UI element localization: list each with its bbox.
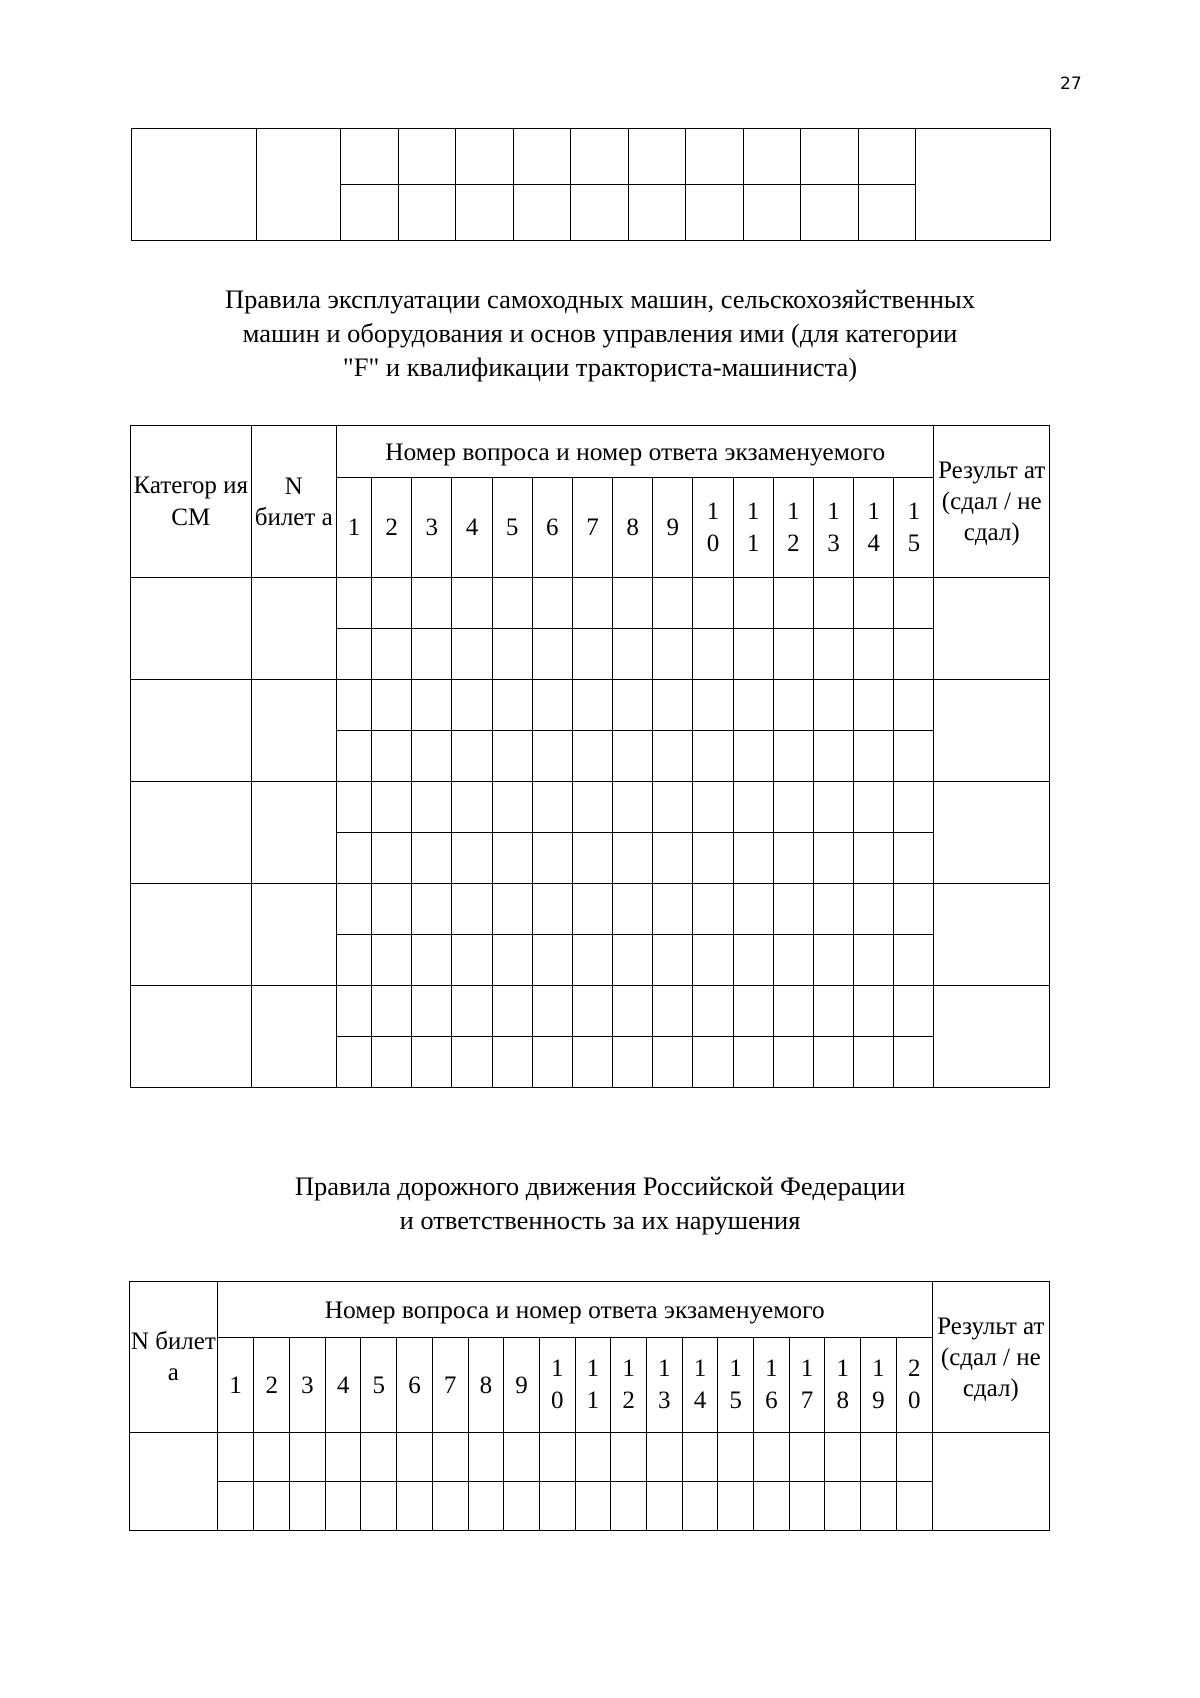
answer-cell[interactable] <box>613 986 653 1037</box>
answer-cell[interactable] <box>492 578 532 629</box>
answer-cell[interactable] <box>372 884 412 935</box>
answer-cell[interactable] <box>693 782 733 833</box>
question-number-14: 1 4 <box>854 478 894 578</box>
answer-cell[interactable] <box>452 833 492 884</box>
answer-cell[interactable] <box>653 731 693 782</box>
answer-cell[interactable] <box>412 629 452 680</box>
answer-cell[interactable] <box>452 731 492 782</box>
answer-cell[interactable] <box>452 782 492 833</box>
answer-cell[interactable] <box>575 1482 611 1531</box>
answer-cell[interactable] <box>452 986 492 1037</box>
answer-cell[interactable] <box>854 680 894 731</box>
answer-cell[interactable] <box>532 884 572 935</box>
question-number-19: 1 9 <box>861 1338 897 1433</box>
result-cell[interactable] <box>934 986 1050 1088</box>
table-row <box>131 680 1050 731</box>
answer-cell[interactable] <box>733 680 773 731</box>
ticket-cell[interactable] <box>251 884 336 986</box>
answer-cell[interactable] <box>217 1433 254 1482</box>
answer-cell[interactable] <box>468 1433 504 1482</box>
answer-cell[interactable] <box>894 833 934 884</box>
answer-cell[interactable] <box>325 1433 361 1482</box>
answer-cell[interactable] <box>693 731 733 782</box>
answer-cell[interactable] <box>372 578 412 629</box>
answer-cell[interactable] <box>372 731 412 782</box>
result-cell[interactable] <box>934 782 1050 884</box>
answer-cell[interactable] <box>733 578 773 629</box>
answer-cell[interactable] <box>572 935 612 986</box>
answer-cell[interactable] <box>813 884 853 935</box>
answer-cell[interactable] <box>854 782 894 833</box>
answer-cell[interactable] <box>813 833 853 884</box>
question-number-8: 8 <box>468 1338 504 1433</box>
question-number-14: 1 4 <box>682 1338 718 1433</box>
answer-cell[interactable] <box>611 1433 647 1482</box>
question-number-8: 8 <box>613 478 653 578</box>
section2-title: Правила дорожного движения Российской Федерации и ответственность за их нарушения <box>294 1171 906 1235</box>
answer-cell[interactable] <box>372 782 412 833</box>
answer-cell[interactable] <box>653 680 693 731</box>
answer-cell[interactable] <box>452 1037 492 1088</box>
question-number-4: 4 <box>452 478 492 578</box>
answer-cell[interactable] <box>452 629 492 680</box>
question-number-7: 7 <box>432 1338 468 1433</box>
table-cell <box>514 185 571 241</box>
answer-cell[interactable] <box>894 731 934 782</box>
answer-cell[interactable] <box>397 1433 433 1482</box>
answer-cell[interactable] <box>813 986 853 1037</box>
answer-cell[interactable] <box>290 1482 326 1531</box>
answer-cell[interactable] <box>894 629 934 680</box>
answer-cell[interactable] <box>653 935 693 986</box>
answer-cell[interactable] <box>572 884 612 935</box>
answer-cell[interactable] <box>412 935 452 986</box>
question-number-3: 3 <box>290 1338 326 1433</box>
table-cell <box>456 129 514 185</box>
answer-cell[interactable] <box>894 986 934 1037</box>
answer-cell[interactable] <box>773 1037 813 1088</box>
answer-cell[interactable] <box>653 833 693 884</box>
answer-cell[interactable] <box>532 986 572 1037</box>
answer-cell[interactable] <box>217 1482 254 1531</box>
answer-cell[interactable] <box>718 1433 754 1482</box>
answer-cell[interactable] <box>532 629 572 680</box>
answer-cell[interactable] <box>492 680 532 731</box>
table-cell <box>801 185 859 241</box>
answer-cell[interactable] <box>813 782 853 833</box>
answer-cell[interactable] <box>693 833 733 884</box>
question-number-5: 5 <box>492 478 532 578</box>
answer-cell[interactable] <box>452 884 492 935</box>
answer-cell[interactable] <box>532 680 572 731</box>
ticket-cell[interactable] <box>251 680 336 782</box>
question-number-10: 1 0 <box>539 1338 575 1433</box>
answer-cell[interactable] <box>693 1037 733 1088</box>
exam-results-table-sm <box>130 425 1050 1088</box>
answer-cell[interactable] <box>653 884 693 935</box>
answer-cell[interactable] <box>613 884 653 935</box>
answer-cell[interactable] <box>813 1037 853 1088</box>
answer-cell[interactable] <box>733 1037 773 1088</box>
answer-cell[interactable] <box>773 731 813 782</box>
table-cell <box>341 129 399 185</box>
table-row <box>131 782 1050 833</box>
answer-cell[interactable] <box>325 1482 361 1531</box>
page-number: 27 <box>1060 74 1082 94</box>
answer-cell[interactable] <box>854 578 894 629</box>
answer-cell[interactable] <box>432 1433 468 1482</box>
table-cell <box>514 129 571 185</box>
answer-cell[interactable] <box>613 833 653 884</box>
answer-cell[interactable] <box>361 1482 397 1531</box>
answer-cell[interactable] <box>412 680 452 731</box>
table-cell <box>859 185 916 241</box>
table-cell <box>257 129 341 241</box>
answer-cell[interactable] <box>825 1433 861 1482</box>
answer-cell[interactable] <box>492 731 532 782</box>
table-cell <box>686 185 744 241</box>
table-cell <box>399 185 456 241</box>
answer-cell[interactable] <box>733 884 773 935</box>
answer-cell[interactable] <box>754 1433 790 1482</box>
answer-cell[interactable] <box>336 680 371 731</box>
table-cell <box>801 129 859 185</box>
answer-cell[interactable] <box>336 578 371 629</box>
question-number-5: 5 <box>361 1338 397 1433</box>
answer-cell[interactable] <box>572 1037 612 1088</box>
answer-cell[interactable] <box>452 935 492 986</box>
ticket-cell[interactable] <box>251 986 336 1088</box>
answer-cell[interactable] <box>854 884 894 935</box>
table-row <box>131 884 1050 935</box>
table-cell <box>571 129 629 185</box>
answer-cell[interactable] <box>452 680 492 731</box>
answer-cell[interactable] <box>336 986 371 1037</box>
answer-cell[interactable] <box>854 731 894 782</box>
answer-cell[interactable] <box>572 782 612 833</box>
header-result: Результ ат (сдал / не сдал) <box>934 426 1050 578</box>
question-number-1: 1 <box>217 1338 254 1433</box>
question-number-15: 1 5 <box>894 478 934 578</box>
table-cell <box>629 185 686 241</box>
answer-cell[interactable] <box>682 1482 718 1531</box>
answer-cell[interactable] <box>789 1433 825 1482</box>
category-cell[interactable] <box>131 884 252 986</box>
question-number-20: 2 0 <box>896 1338 932 1433</box>
answer-cell[interactable] <box>861 1482 897 1531</box>
answer-cell[interactable] <box>693 986 733 1037</box>
answer-cell[interactable] <box>682 1433 718 1482</box>
answer-cell[interactable] <box>504 1433 540 1482</box>
answer-cell[interactable] <box>336 731 371 782</box>
continuation-table <box>131 128 1051 241</box>
table-cell <box>686 129 744 185</box>
category-cell[interactable] <box>131 578 252 680</box>
question-number-2: 2 <box>372 478 412 578</box>
header-result: Результ ат (сдал / не сдал) <box>932 1282 1049 1433</box>
ticket-cell[interactable] <box>130 1433 218 1531</box>
table-cell <box>456 185 514 241</box>
answer-cell[interactable] <box>492 629 532 680</box>
answer-cell[interactable] <box>254 1482 290 1531</box>
answer-cell[interactable] <box>733 629 773 680</box>
answer-cell[interactable] <box>854 833 894 884</box>
answer-cell[interactable] <box>412 1037 452 1088</box>
answer-cell[interactable] <box>532 1037 572 1088</box>
answer-cell[interactable] <box>504 1482 540 1531</box>
answer-cell[interactable] <box>773 680 813 731</box>
section1-title: Правила эксплуатации самоходных машин, сельскохозяйственных машин и оборудования и основ управления ими (для категории "F" и квалификации тракториста-машиниста) <box>225 284 975 382</box>
table-row <box>130 1482 1050 1531</box>
table-cell <box>916 129 1051 241</box>
answer-cell[interactable] <box>372 680 412 731</box>
answer-cell[interactable] <box>718 1482 754 1531</box>
result-cell[interactable] <box>934 680 1050 782</box>
answer-cell[interactable] <box>336 782 371 833</box>
question-number-15: 1 5 <box>718 1338 754 1433</box>
answer-cell[interactable] <box>532 731 572 782</box>
question-number-3: 3 <box>412 478 452 578</box>
answer-cell[interactable] <box>773 884 813 935</box>
answer-cell[interactable] <box>372 833 412 884</box>
answer-cell[interactable] <box>854 629 894 680</box>
category-cell[interactable] <box>131 680 252 782</box>
answer-cell[interactable] <box>539 1433 575 1482</box>
answer-cell[interactable] <box>646 1482 682 1531</box>
answer-cell[interactable] <box>532 578 572 629</box>
answer-cell[interactable] <box>894 680 934 731</box>
answer-cell[interactable] <box>613 782 653 833</box>
answer-cell[interactable] <box>575 1433 611 1482</box>
answer-cell[interactable] <box>693 884 733 935</box>
answer-cell[interactable] <box>572 833 612 884</box>
answer-cell[interactable] <box>693 935 733 986</box>
answer-cell[interactable] <box>336 884 371 935</box>
table-cell <box>399 129 456 185</box>
answer-cell[interactable] <box>653 1037 693 1088</box>
table-row <box>131 986 1050 1037</box>
answer-cell[interactable] <box>693 629 733 680</box>
answer-cell[interactable] <box>397 1482 433 1531</box>
answer-cell[interactable] <box>773 833 813 884</box>
answer-cell[interactable] <box>452 578 492 629</box>
table-cell <box>859 129 916 185</box>
answer-cell[interactable] <box>372 986 412 1037</box>
table-row <box>130 1433 1050 1482</box>
question-number-12: 1 2 <box>611 1338 647 1433</box>
result-cell[interactable] <box>934 884 1050 986</box>
header-ticket: N билет а <box>130 1282 218 1433</box>
question-number-1: 1 <box>336 478 371 578</box>
question-number-16: 1 6 <box>754 1338 790 1433</box>
answer-cell[interactable] <box>412 578 452 629</box>
answer-cell[interactable] <box>894 884 934 935</box>
answer-cell[interactable] <box>613 1037 653 1088</box>
table-cell <box>629 129 686 185</box>
answer-cell[interactable] <box>290 1433 326 1482</box>
question-number-18: 1 8 <box>825 1338 861 1433</box>
answer-cell[interactable] <box>693 680 733 731</box>
answer-cell[interactable] <box>432 1482 468 1531</box>
answer-cell[interactable] <box>532 782 572 833</box>
answer-cell[interactable] <box>613 578 653 629</box>
answer-cell[interactable] <box>492 833 532 884</box>
answer-cell[interactable] <box>372 1037 412 1088</box>
answer-cell[interactable] <box>789 1482 825 1531</box>
answer-cell[interactable] <box>492 986 532 1037</box>
answer-cell[interactable] <box>653 986 693 1037</box>
answer-cell[interactable] <box>254 1433 290 1482</box>
answer-cell[interactable] <box>336 833 371 884</box>
table-row <box>131 578 1050 629</box>
answer-cell[interactable] <box>372 629 412 680</box>
answer-cell[interactable] <box>646 1433 682 1482</box>
question-number-13: 1 3 <box>646 1338 682 1433</box>
answer-cell[interactable] <box>894 1037 934 1088</box>
answer-cell[interactable] <box>813 680 853 731</box>
question-number-12: 1 2 <box>773 478 813 578</box>
question-number-10: 1 0 <box>693 478 733 578</box>
answer-cell[interactable] <box>854 1037 894 1088</box>
answer-cell[interactable] <box>492 884 532 935</box>
answer-cell[interactable] <box>861 1433 897 1482</box>
answer-cell[interactable] <box>613 680 653 731</box>
header-category: Категор ия СМ <box>131 426 252 578</box>
answer-cell[interactable] <box>896 1482 932 1531</box>
answer-cell[interactable] <box>773 782 813 833</box>
answer-cell[interactable] <box>572 578 612 629</box>
answer-cell[interactable] <box>572 680 612 731</box>
answer-cell[interactable] <box>813 629 853 680</box>
answer-cell[interactable] <box>854 986 894 1037</box>
answer-cell[interactable] <box>813 731 853 782</box>
ticket-cell[interactable] <box>251 578 336 680</box>
answer-cell[interactable] <box>613 935 653 986</box>
answer-cell[interactable] <box>539 1482 575 1531</box>
header-questions: Номер вопроса и номер ответа экзаменуемого <box>336 426 934 478</box>
answer-cell[interactable] <box>336 935 371 986</box>
answer-cell[interactable] <box>492 782 532 833</box>
answer-cell[interactable] <box>733 833 773 884</box>
question-number-11: 1 1 <box>733 478 773 578</box>
category-cell[interactable] <box>131 782 252 884</box>
header-questions: Номер вопроса и номер ответа экзаменуемого <box>217 1282 932 1338</box>
question-number-17: 1 7 <box>789 1338 825 1433</box>
answer-cell[interactable] <box>825 1482 861 1531</box>
answer-cell[interactable] <box>611 1482 647 1531</box>
question-number-4: 4 <box>325 1338 361 1433</box>
table-cell <box>744 129 801 185</box>
answer-cell[interactable] <box>372 935 412 986</box>
answer-cell[interactable] <box>733 731 773 782</box>
answer-cell[interactable] <box>468 1482 504 1531</box>
table-cell <box>744 185 801 241</box>
answer-cell[interactable] <box>336 1037 371 1088</box>
answer-cell[interactable] <box>896 1433 932 1482</box>
answer-cell[interactable] <box>492 1037 532 1088</box>
answer-cell[interactable] <box>412 986 452 1037</box>
answer-cell[interactable] <box>613 629 653 680</box>
answer-cell[interactable] <box>733 986 773 1037</box>
question-number-11: 1 1 <box>575 1338 611 1433</box>
result-cell[interactable] <box>934 578 1050 680</box>
answer-cell[interactable] <box>613 731 653 782</box>
answer-cell[interactable] <box>894 578 934 629</box>
ticket-cell[interactable] <box>251 782 336 884</box>
category-cell[interactable] <box>131 986 252 1088</box>
answer-cell[interactable] <box>813 935 853 986</box>
exam-results-table-traffic <box>129 1281 1050 1531</box>
question-number-13: 1 3 <box>813 478 853 578</box>
answer-cell[interactable] <box>361 1433 397 1482</box>
question-number-9: 9 <box>504 1338 540 1433</box>
answer-cell[interactable] <box>492 935 532 986</box>
answer-cell[interactable] <box>572 731 612 782</box>
answer-cell[interactable] <box>572 629 612 680</box>
answer-cell[interactable] <box>773 578 813 629</box>
answer-cell[interactable] <box>773 986 813 1037</box>
answer-cell[interactable] <box>754 1482 790 1531</box>
question-number-9: 9 <box>653 478 693 578</box>
answer-cell[interactable] <box>653 629 693 680</box>
answer-cell[interactable] <box>412 782 452 833</box>
answer-cell[interactable] <box>572 986 612 1037</box>
answer-cell[interactable] <box>653 782 693 833</box>
answer-cell[interactable] <box>854 935 894 986</box>
answer-cell[interactable] <box>412 884 452 935</box>
answer-cell[interactable] <box>532 833 572 884</box>
answer-cell[interactable] <box>733 935 773 986</box>
answer-cell[interactable] <box>733 782 773 833</box>
question-number-6: 6 <box>532 478 572 578</box>
question-number-6: 6 <box>397 1338 433 1433</box>
answer-cell[interactable] <box>653 578 693 629</box>
table-cell <box>132 129 257 241</box>
answer-cell[interactable] <box>693 578 733 629</box>
answer-cell[interactable] <box>412 731 452 782</box>
table-cell <box>571 185 629 241</box>
answer-cell[interactable] <box>894 935 934 986</box>
answer-cell[interactable] <box>412 833 452 884</box>
question-number-7: 7 <box>572 478 612 578</box>
answer-cell[interactable] <box>336 629 371 680</box>
question-number-2: 2 <box>254 1338 290 1433</box>
answer-cell[interactable] <box>773 629 813 680</box>
header-ticket: N билет а <box>251 426 336 578</box>
answer-cell[interactable] <box>773 935 813 986</box>
answer-cell[interactable] <box>532 935 572 986</box>
result-cell[interactable] <box>932 1433 1049 1531</box>
answer-cell[interactable] <box>894 782 934 833</box>
table-cell <box>341 185 399 241</box>
answer-cell[interactable] <box>813 578 853 629</box>
